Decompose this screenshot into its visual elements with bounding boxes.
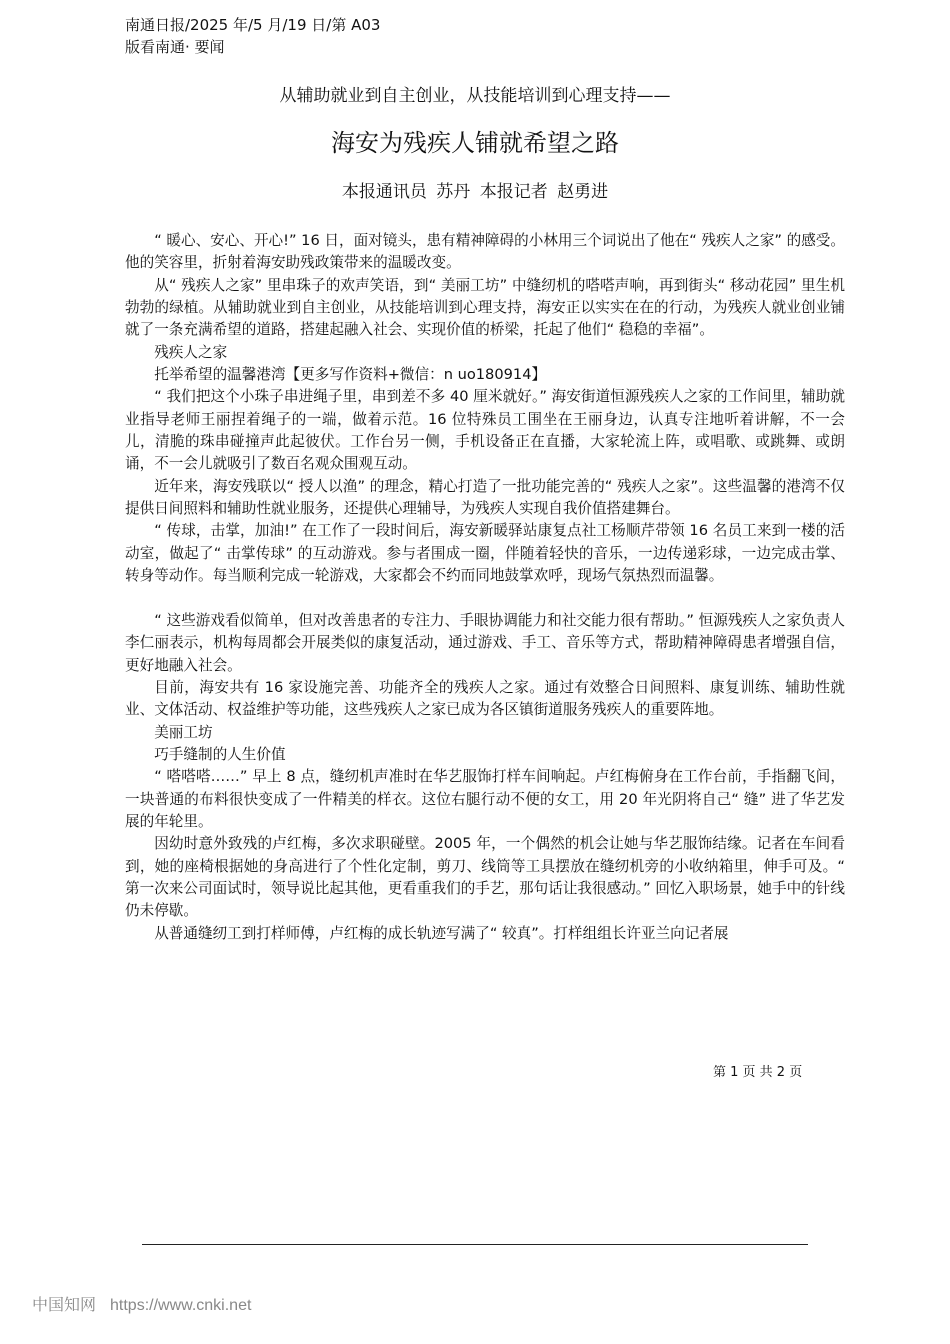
- publication-header: [125, 14, 380, 58]
- paragraph: 目前，海安共有 16 家设施完善、功能齐全的残疾人之家。通过有效整合日间照料、康复训练、辅助性就业、文体活动、权益维护等功能，这些残疾人之家已成为各区镇街道服务残疾人的重要阵地。: [125, 678, 845, 719]
- paragraph-gap: [125, 588, 845, 610]
- section-heading: 残疾人之家: [154, 343, 228, 361]
- article-body: [125, 230, 845, 945]
- paragraph: 从“ 残疾人之家” 里串珠子的欢声笑语，到“ 美丽工坊” 中缝纫机的嗒嗒声响，再到街头“ 移动花园” 里生机勃勃的绿植。从辅助就业到自主创业，从技能培训到心理支持，海安正以实实在在的行动，为残疾人就业创业铺就了一条充满希望的道路，搭建起融入社会、实现价值的桥梁，托起了他们“ 稳稳的幸福”。: [125, 276, 845, 339]
- watermark-url[interactable]: https://www.cnki.net: [110, 1297, 252, 1314]
- article-title: 海安为残疾人铺就希望之路: [331, 129, 619, 157]
- paragraph: “ 嗒嗒嗒……” 早上 8 点，缝纫机声准时在华艺服饰打样车间响起。卢红梅俯身在工作台前，手指翻飞间，一块普通的布料很快变成了一件精美的样衣。这位右腿行动不便的女工，用 20 年光阴将自己“ 缝” 进了华艺发展的年轮里。: [125, 768, 845, 830]
- paragraph: 近年来，海安残联以“ 授人以渔” 的理念，精心打造了一批功能完善的“ 残疾人之家”。这些温馨的港湾不仅提供日间照料和辅助性就业服务，还提供心理辅导，为残疾人实现自我价值搭建舞台。: [125, 477, 845, 518]
- page-indicator: 第 1 页 共 2 页: [713, 1065, 803, 1080]
- paragraph: “ 传球，击掌，加油!” 在工作了一段时间后，海安新暖驿站康复点社工杨顺芹带领 16 名员工来到一楼的活动室，做起了“ 击掌传球” 的互动游戏。参与者围成一圈，伴随着轻快的音乐，一边传递彩球，一边完成击掌、转身等动作。每当顺利完成一轮游戏，大家都会不约而同地鼓掌欢呼，现场气氛热烈而温馨。: [125, 522, 845, 585]
- cnki-watermark: [32, 1294, 251, 1317]
- section-subheading: 巧手缝制的人生价值: [154, 745, 286, 763]
- paragraph: 从普通缝纫工到打样师傅，卢红梅的成长轨迹写满了“ 较真”。打样组组长许亚兰向记者展: [154, 924, 729, 942]
- article-byline: 本报通讯员 苏丹 本报记者 赵勇进: [341, 182, 609, 202]
- paragraph: 因幼时意外致残的卢红梅，多次求职碰壁。2005 年，一个偶然的机会让她与华艺服饰结缘。记者在车间看到，她的座椅根据她的身高进行了个性化定制，剪刀、线筒等工具摆放在缝纫机旁的小收纳箱里，伸手可及。“ 第一次来公司面试时，领导说比起其他，更看重我们的手艺，那句话让我很感动。” 回忆入职场景，她手中的针线仍未停歇。: [125, 835, 845, 920]
- paragraph: “ 暖心、安心、开心!” 16 日，面对镜头，患有精神障碍的小林用三个词说出了他在“ 残疾人之家” 的感受。他的笑容里，折射着海安助残政策带来的温暖改变。: [125, 232, 845, 272]
- watermark-name: 中国知网: [32, 1295, 97, 1314]
- article-subtitle: 从辅助就业到自主创业，从技能培训到心理支持——: [279, 86, 671, 106]
- paragraph: “ 我们把这个小珠子串进绳子里，串到差不多 40 厘米就好。” 海安街道恒源残疾人之家的工作间里，辅助就业指导老师王丽捏着绳子的一端，做着示范。16 位特殊员工围坐在王丽身边，认真专注地听着讲解，不一会儿，清脆的珠串碰撞声此起彼伏。工作台另一侧，手机设备正在直播，大家轮流上阵，或唱歌、或跳舞、或朗诵，不一会儿就吸引了数百名观众围观互动。: [125, 388, 845, 473]
- section-line: 版看南通· 要闻: [125, 38, 225, 56]
- paragraph: “ 这些游戏看似简单，但对改善患者的专注力、手眼协调能力和社交能力很有帮助。” 恒源残疾人之家负责人李仁丽表示，机构每周都会开展类似的康复活动，通过游戏、手工、音乐等方式，帮助精神障碍患者增强自信，更好地融入社会。: [125, 611, 845, 674]
- section-heading: 美丽工坊: [154, 723, 213, 741]
- footer-divider: [142, 1244, 808, 1245]
- source-line: 南通日报/2025 年/5 月/19 日/第 A03: [125, 16, 381, 34]
- section-subheading: 托举希望的温馨港湾【更多写作资料+微信：n uo180914】: [154, 366, 547, 384]
